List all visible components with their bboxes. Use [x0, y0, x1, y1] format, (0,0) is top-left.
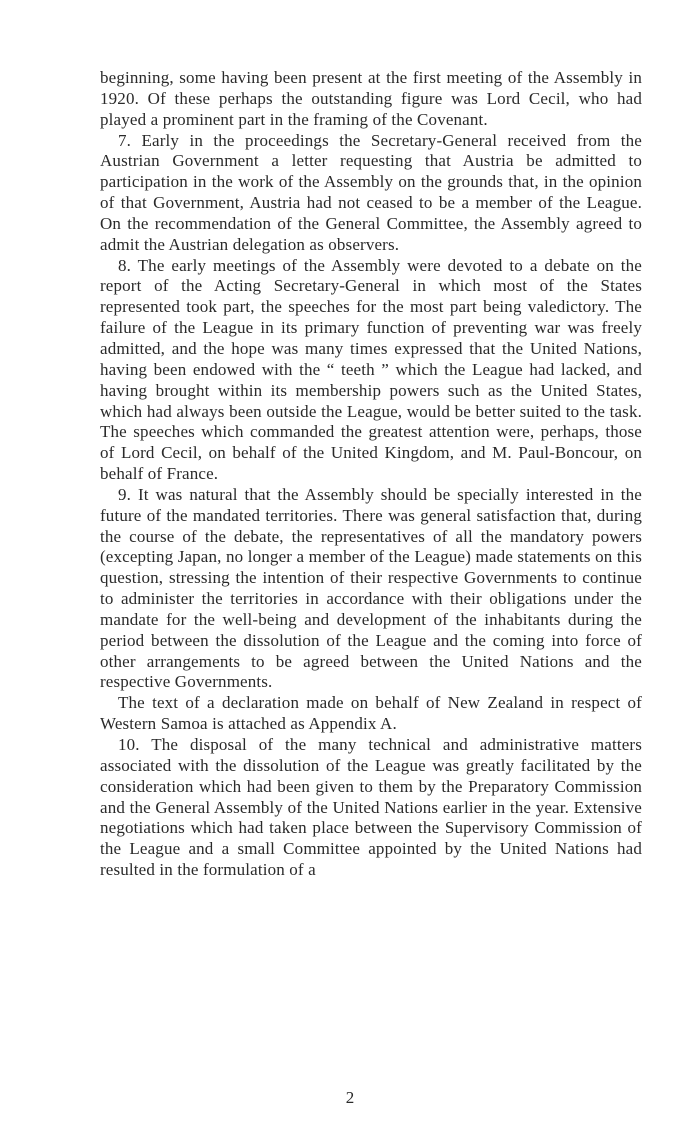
- paragraph-9: 9. It was natural that the Assembly should be specially interested in the future of the mandated territories. There was general satisfaction that, during the course of the debate, the representatives of all the mandatory powers (excepting Japan, no longer a member of the League) made statements on this question, stressing the intention of their respective Governments to continue to administer the territories in accordance with their obligations under the mandate for the well-being and development of the inhabitants during the period between the dissolution of the League and the coming into force of other arrangements to be agreed between the United Nations and the respective Governments.: [100, 484, 642, 692]
- paragraph-continuation: beginning, some having been present at the first meeting of the Assembly in 1920. Of these perhaps the outstanding figure was Lord Cecil, who had played a prominent part in the framing of the Covenant.: [100, 68, 642, 129]
- paragraph-appendix-note: The text of a declaration made on behalf of New Zealand in respect of Western Samoa is attached as Appendix A.: [100, 693, 642, 734]
- paragraph-7: 7. Early in the proceedings the Secretary-General received from the Austrian Government a letter requesting that Austria be admitted to participation in the work of the Assembly on the grounds that, in the opinion of that Government, Austria had not ceased to be a member of the League. On the recommendation of the General Committee, the Assembly agreed to admit the Austrian delegation as observers.: [100, 130, 642, 254]
- paragraph-8: 8. The early meetings of the Assembly were devoted to a debate on the report of the Acting Secretary-General in which most of the States represented took part, the speeches for the most part being valedictory. The failure of the League in its primary function of preventing war was freely admitted, and the hope was many times expressed that the United Nations, having been endowed with the “ teeth ” which the League had lacked, and having brought within its membership powers such as the United States, which had always been outside the League, would be better suited to the task. The speeches which commanded the greatest attention were, perhaps, those of Lord Cecil, on behalf of the United Kingdom, and M. Paul-Boncour, on behalf of France.: [100, 255, 642, 484]
- document-body: [100, 68, 642, 881]
- paragraph-10: 10. The disposal of the many technical and administrative matters associated with the dissolution of the League was greatly facilitated by the consideration which had been given to them by the Preparatory Commission and the General Assembly of the United Nations earlier in the year. Extensive negotiations which had taken place between the Supervisory Commission of the League and a small Committee appointed by the United Nations had resulted in the formulation of a: [100, 735, 642, 880]
- page-number: 2: [345, 1088, 355, 1107]
